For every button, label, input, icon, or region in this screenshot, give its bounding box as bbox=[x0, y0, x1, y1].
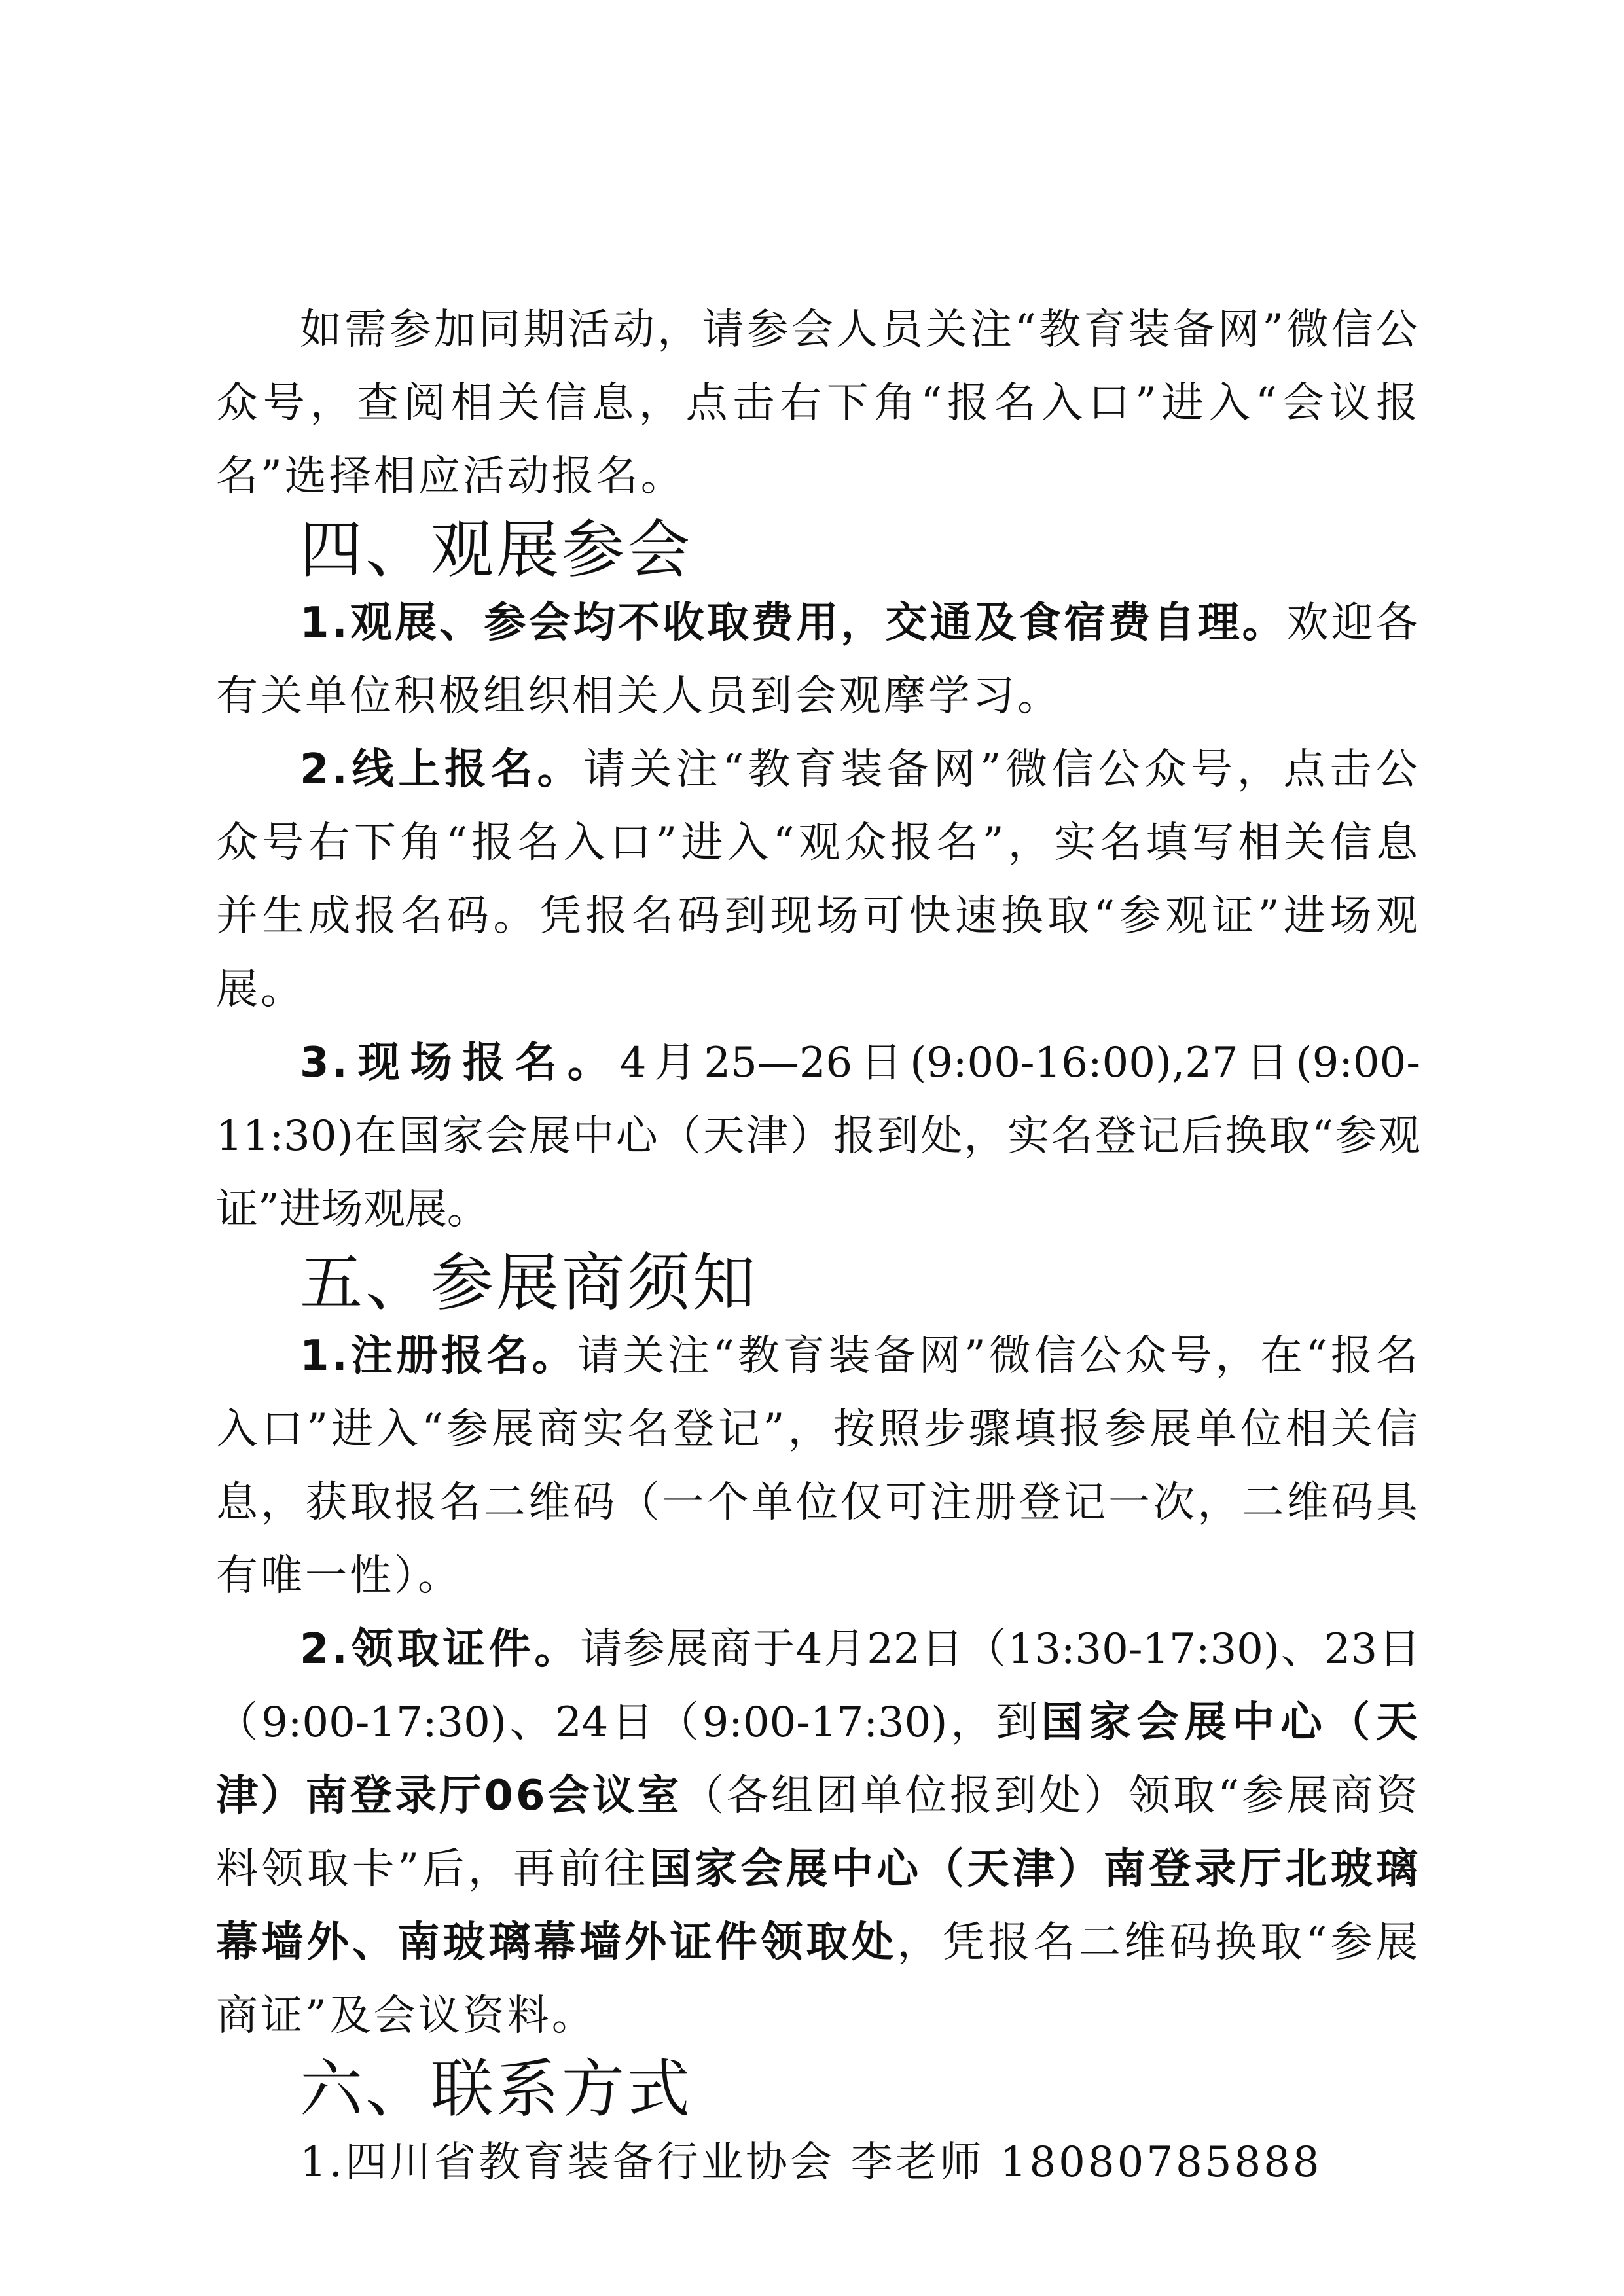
exhibitor-item-1-text: 请关注“教育装备网”微信公众号，在“报名入口”进入“参展商实名登记”，按照步骤填报参展单位相关信息，获取报名二维码（一个单位仅可注册登记一次，二维码具有唯一性）。 bbox=[216, 1332, 1421, 1600]
visit-item-3-text: 4月25—26日(9:00-16:00),27日(9:00-11:30)在国家会展中心（天津）报到处，实名登记后换取“参观证”进场观展。 bbox=[216, 1039, 1420, 1234]
section-heading-visit: 四、观展参会 bbox=[300, 513, 693, 586]
exhibitor-item-2-text-e: ，凭报名二维码换取“参展商证”及会议资料。 bbox=[216, 1918, 1421, 2040]
visit-item-3-bold: 3.现场报名。 bbox=[300, 1039, 620, 1087]
visit-item-2 bbox=[216, 733, 1420, 1026]
section-heading-contact: 六、联系方式 bbox=[300, 2053, 693, 2126]
exhibitor-item-2-text-c: （各组团单位报到处）领取“参展商资料领取卡”后，再前往 bbox=[216, 1772, 1421, 1893]
contact-item-1-text: 1.四川省教育装备行业协会 李老师 18080785888 bbox=[300, 2138, 1322, 2187]
exhibitor-item-2-bold: 2.领取证件。 bbox=[300, 1625, 581, 1674]
visit-item-2-text: 请关注“教育装备网”微信公众号，点击公众号右下角“报名入口”进入“观众报名”，实名填写相关信息并生成报名码。凭报名码到现场可快速换取“参观证”进场观展。 bbox=[216, 745, 1421, 1014]
exhibitor-item-2 bbox=[216, 1613, 1420, 2053]
contact-item-1 bbox=[216, 2126, 1420, 2199]
exhibitor-item-1 bbox=[216, 1319, 1420, 1613]
section-heading-exhibitors: 五、参展商须知 bbox=[300, 1246, 758, 1319]
exhibitor-item-1-bold: 1.注册报名。 bbox=[300, 1332, 577, 1380]
paragraph-activities-text: 如需参加同期活动，请参会人员关注“教育装备网”微信公众号，查阅相关信息，点击右下角“报名入口”进入“会议报名”选择相应活动报名。 bbox=[216, 306, 1420, 501]
visit-item-2-bold: 2.线上报名。 bbox=[300, 745, 584, 794]
exhibitor-item-2-location-1: 国家会展中心（天津）南登录厅06会议室 bbox=[216, 1698, 1421, 1820]
visit-item-1-text: 欢迎各有关单位积极组织相关人员到会观摩学习。 bbox=[216, 599, 1421, 721]
visit-item-1-bold: 1.观展、参会均不收取费用，交通及食宿费自理。 bbox=[300, 599, 1287, 647]
visit-item-3 bbox=[216, 1026, 1420, 1246]
visit-item-1 bbox=[216, 586, 1420, 733]
exhibitor-item-2-location-2: 国家会展中心（天津）南登录厅北玻璃幕墙外、南玻璃幕墙外证件领取处 bbox=[216, 1845, 1421, 1967]
exhibitor-item-2-text-a: 请参展商于4月22日（13:30-17:30)、23日（9:00-17:30)、24日（9:00-17:30)，到 bbox=[216, 1625, 1421, 1747]
paragraph-activities bbox=[216, 293, 1420, 513]
document-body bbox=[216, 293, 1420, 2199]
